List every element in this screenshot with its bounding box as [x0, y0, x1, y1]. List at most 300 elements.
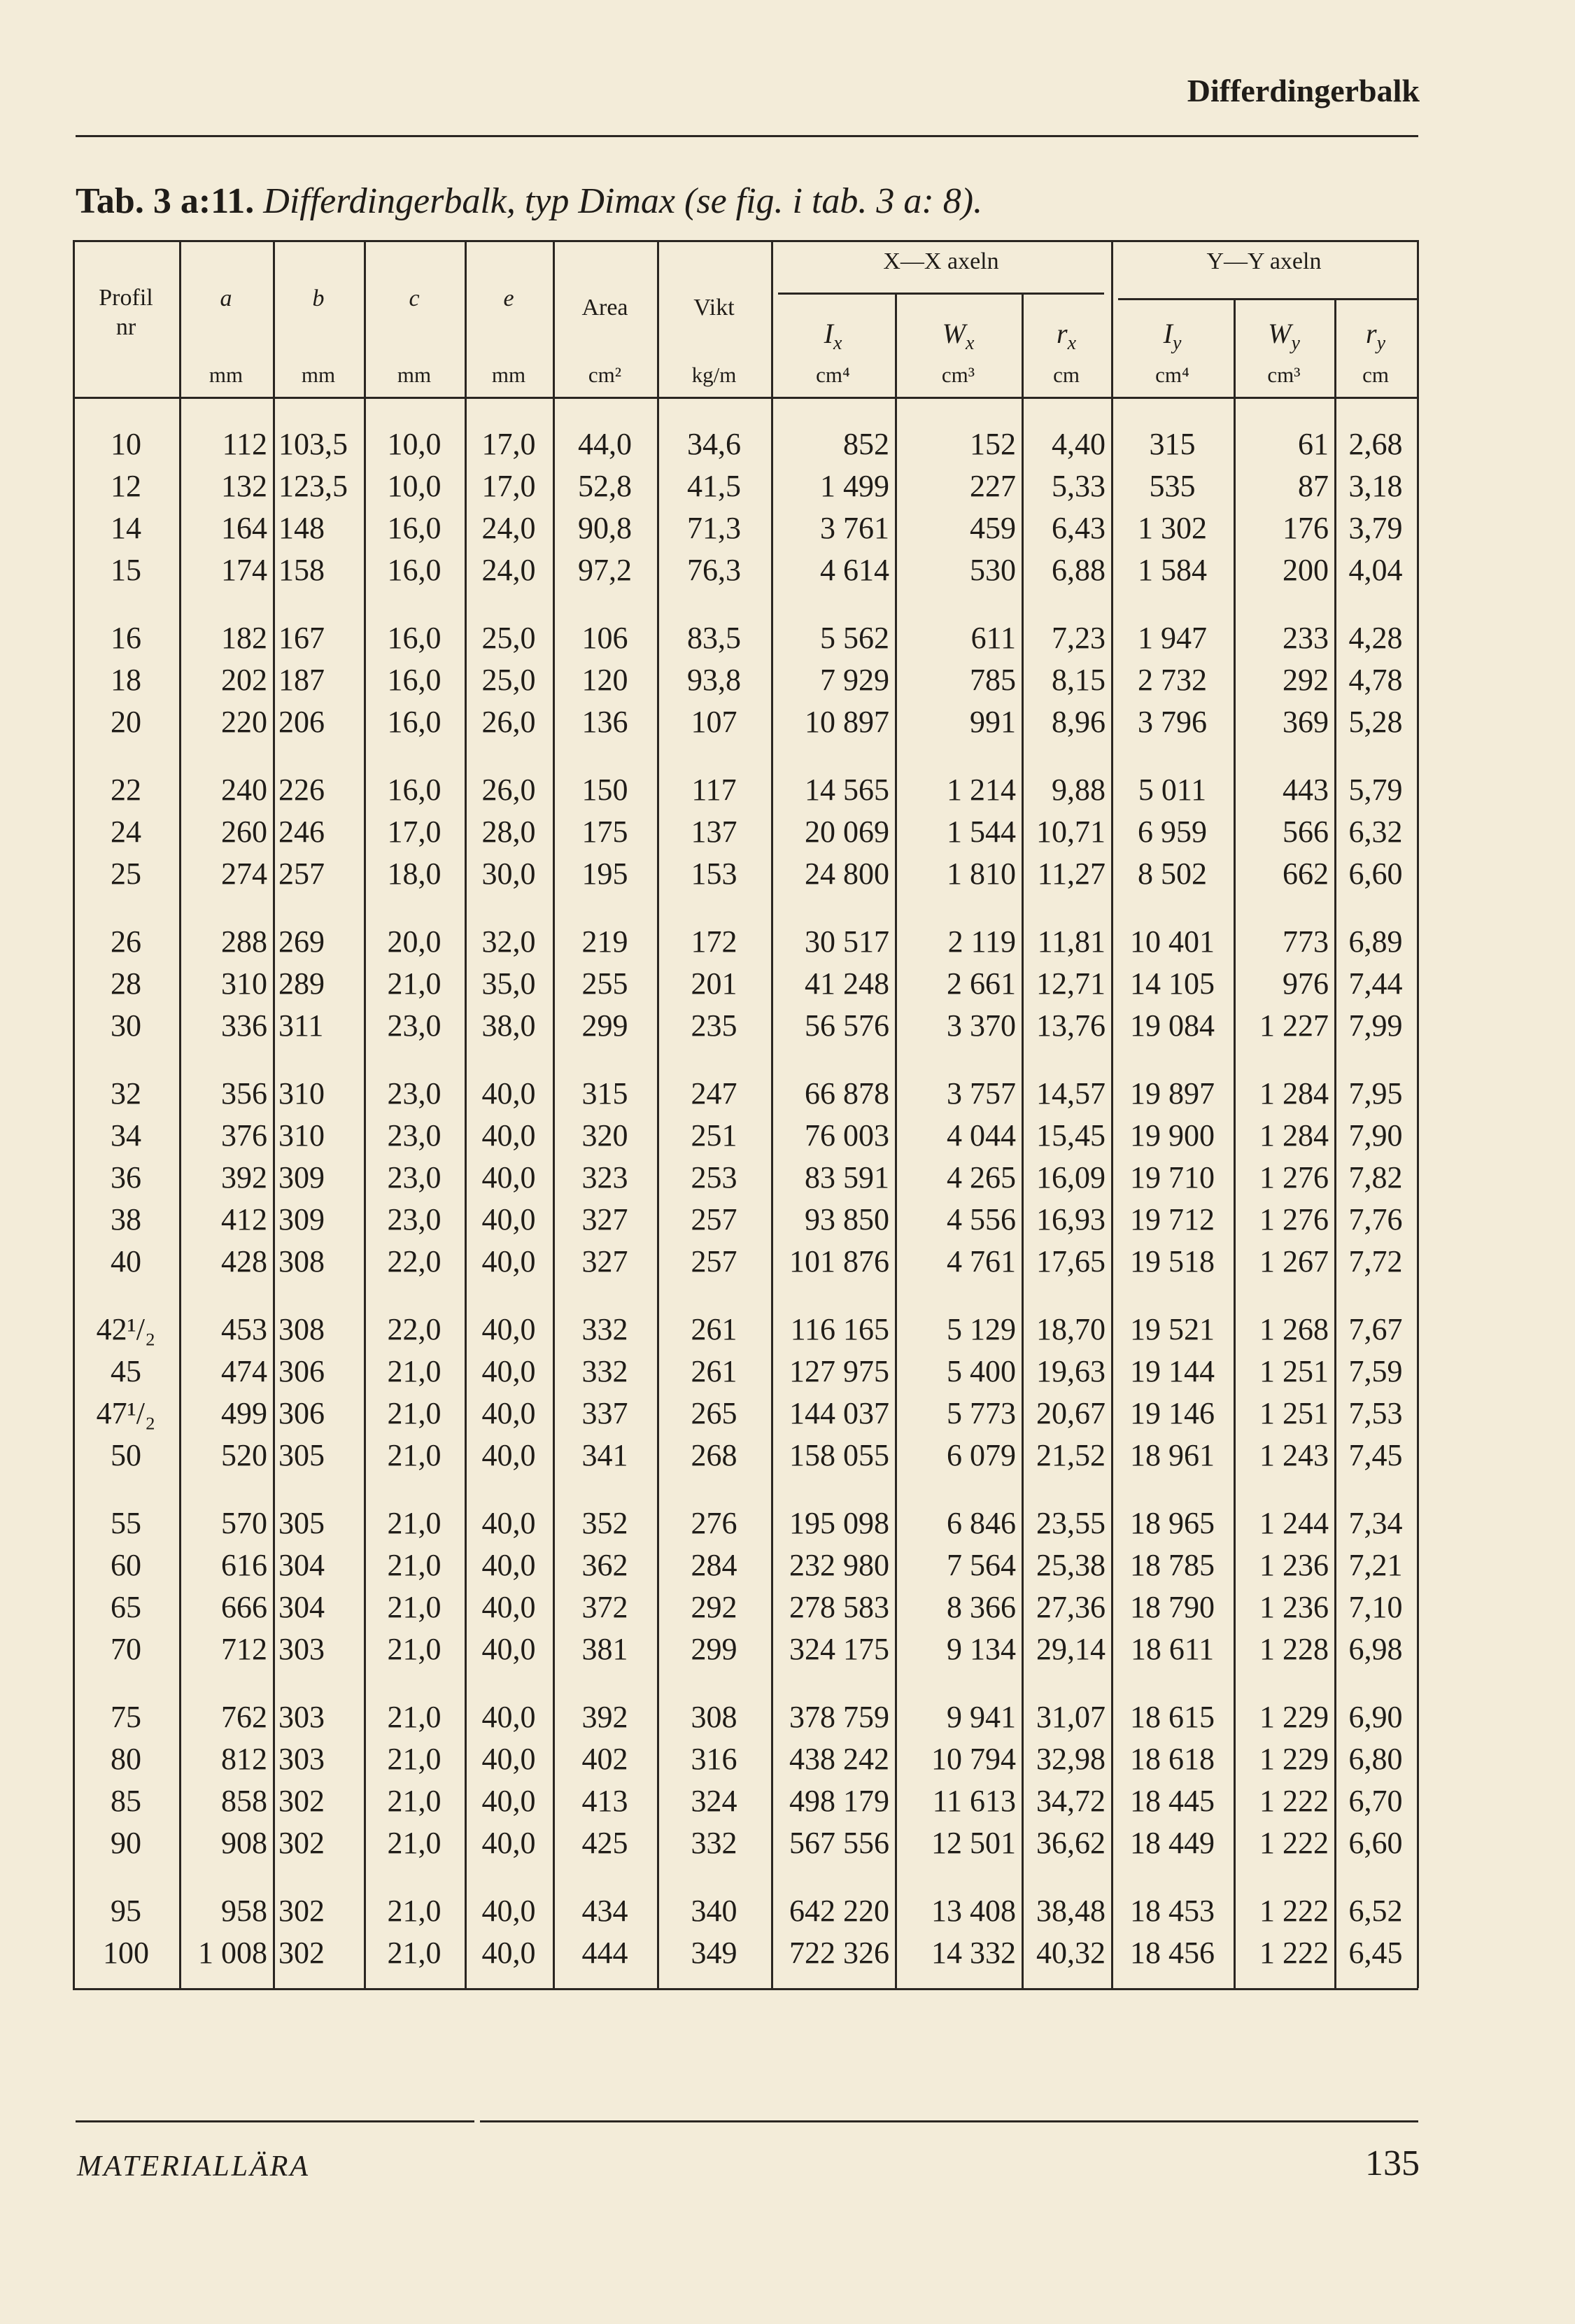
profile-number-cell: 70	[111, 1632, 141, 1666]
table-bottom-rule	[73, 1988, 1418, 1990]
table-cell: 6 846	[947, 1506, 1016, 1540]
table-cell: 6,60	[1348, 857, 1403, 891]
table-cell: 8,15	[1052, 663, 1106, 697]
table-cell: 235	[691, 1008, 737, 1043]
table-cell: 21,0	[387, 1590, 442, 1624]
table-cell: 5 562	[820, 621, 889, 655]
table-cell: 324	[691, 1784, 737, 1818]
table-cell: 5 773	[947, 1396, 1016, 1430]
table-cell: 40,0	[481, 1506, 536, 1540]
table-cell: 381	[581, 1632, 628, 1666]
table-cell: 1 251	[1259, 1354, 1329, 1388]
table-cell: 1 229	[1259, 1742, 1329, 1776]
profile-number-cell: 26	[111, 924, 141, 959]
column-unit: cm³	[1267, 362, 1301, 387]
table-cell: 40,0	[481, 1202, 536, 1237]
table-cell: 6,60	[1348, 1826, 1403, 1860]
table-cell: 858	[221, 1784, 267, 1818]
table-cell: 6,90	[1348, 1700, 1403, 1734]
table-cell: 1 222	[1259, 1784, 1329, 1818]
table-cell: 7 929	[820, 663, 889, 697]
table-cell: 153	[691, 857, 737, 891]
caption-label: Tab. 3 a:11.	[76, 181, 255, 221]
table-cell: 11,27	[1037, 857, 1106, 891]
table-cell: 567 556	[789, 1826, 889, 1860]
table-cell: 21,0	[387, 1784, 442, 1818]
table-cell: 1 544	[947, 815, 1016, 849]
column-unit: cm³	[941, 362, 975, 387]
table-cell: 570	[221, 1506, 267, 1540]
table-cell: 40,0	[481, 1784, 536, 1818]
table-cell: 498 179	[789, 1784, 889, 1818]
table-cell: 1 228	[1259, 1632, 1329, 1666]
table-cell: 1 244	[1259, 1506, 1329, 1540]
table-cell: 1 222	[1259, 1826, 1329, 1860]
table-cell: 66 878	[805, 1076, 889, 1111]
table-cell: 19 897	[1130, 1076, 1215, 1111]
table-cell: 5 011	[1138, 773, 1207, 807]
profile-number-cell: 38	[111, 1202, 141, 1237]
table-cell: 284	[691, 1548, 737, 1582]
table-cell: 40,0	[481, 1160, 536, 1195]
table-cell: 302	[278, 1826, 325, 1860]
table-cell: 13,76	[1036, 1008, 1106, 1043]
table-cell: 1 222	[1259, 1936, 1329, 1970]
table-cell: 305	[278, 1438, 325, 1472]
table-cell: 28,0	[481, 815, 536, 849]
table-cell: 21,0	[387, 1936, 442, 1970]
table-cell: 991	[970, 705, 1016, 739]
table-cell: 16,93	[1036, 1202, 1106, 1237]
column-unit: cm²	[588, 362, 622, 387]
table-cell: 958	[221, 1894, 267, 1928]
table-cell: 1 267	[1259, 1244, 1329, 1279]
column-unit: mm	[301, 362, 336, 387]
table-cell: 21,52	[1036, 1438, 1106, 1472]
table-cell: 8,96	[1052, 705, 1106, 739]
table-cell: 304	[278, 1548, 325, 1582]
table-cell: 4 556	[947, 1202, 1016, 1237]
table-cell: 40,0	[481, 1244, 536, 1279]
table-cell: 7,10	[1348, 1590, 1403, 1624]
table-cell: 773	[1283, 924, 1329, 959]
column-header: $I_x$	[824, 318, 842, 354]
table-cell: 303	[278, 1700, 325, 1734]
table-cell: 44,0	[578, 427, 632, 461]
profile-number-cell: 24	[111, 815, 141, 849]
profile-number-cell: 60	[111, 1548, 141, 1582]
profile-number-cell: 85	[111, 1784, 141, 1818]
table-cell: 310	[278, 1076, 325, 1111]
table-cell: 255	[581, 966, 628, 1001]
table-cell: 1 276	[1259, 1202, 1329, 1237]
table-cell: 712	[221, 1632, 267, 1666]
table-cell: 320	[581, 1118, 628, 1153]
profile-number-cell: 40	[111, 1244, 141, 1279]
table-cell: 459	[970, 511, 1016, 545]
column-rule	[73, 240, 75, 1988]
table-cell: 172	[691, 924, 737, 959]
table-cell: 392	[221, 1160, 267, 1195]
table-cell: 40,0	[481, 1826, 536, 1860]
table-cell: 327	[581, 1244, 628, 1279]
table-cell: 11 613	[932, 1784, 1016, 1818]
table-cell: 220	[221, 705, 267, 739]
column-header: $r_x$	[1056, 318, 1076, 354]
table-cell: 18 618	[1130, 1742, 1215, 1776]
table-cell: 257	[691, 1244, 737, 1279]
table-cell: 303	[278, 1632, 325, 1666]
table-cell: 40,0	[481, 1700, 536, 1734]
table-cell: 1 243	[1259, 1438, 1329, 1472]
table-cell: 453	[221, 1312, 267, 1346]
table-cell: 276	[691, 1506, 737, 1540]
table-cell: 251	[691, 1118, 737, 1153]
table-caption	[76, 181, 982, 222]
table-cell: 257	[691, 1202, 737, 1237]
table-cell: 253	[691, 1160, 737, 1195]
column-unit: cm⁴	[1155, 362, 1189, 387]
table-cell: 257	[278, 857, 325, 891]
table-cell: 34,72	[1036, 1784, 1106, 1818]
table-cell: 23,55	[1036, 1506, 1106, 1540]
table-cell: 10,0	[387, 469, 442, 503]
table-cell: 362	[581, 1548, 628, 1582]
yy-axis-header: Y—Y axeln	[1206, 248, 1322, 274]
table-cell: 5 129	[947, 1312, 1016, 1346]
table-cell: 6,80	[1348, 1742, 1403, 1776]
table-cell: 18 445	[1130, 1784, 1215, 1818]
table-cell: 10,71	[1036, 815, 1106, 849]
table-cell: 8 502	[1138, 857, 1207, 891]
table-cell: 176	[1283, 511, 1329, 545]
table-cell: 616	[221, 1548, 267, 1582]
xx-axis-header: X—X axeln	[883, 248, 999, 274]
table-cell: 16,09	[1036, 1160, 1106, 1195]
table-cell: 144 037	[789, 1396, 889, 1430]
table-cell: 150	[581, 773, 628, 807]
table-cell: 17,65	[1036, 1244, 1106, 1279]
column-header: e	[503, 286, 514, 311]
table-cell: 289	[278, 966, 325, 1001]
table-cell: 976	[1283, 966, 1329, 1001]
table-cell: 21,0	[387, 1894, 442, 1928]
table-cell: 40,0	[481, 1590, 536, 1624]
column-rule	[895, 293, 897, 1988]
table-cell: 40,0	[481, 1438, 536, 1472]
table-cell: 1 008	[198, 1936, 267, 1970]
table-cell: 148	[278, 511, 325, 545]
profile-number-cell: 55	[111, 1506, 141, 1540]
table-cell: 7,67	[1348, 1312, 1403, 1346]
table-cell: 7,44	[1348, 966, 1403, 1001]
table-cell: 7 564	[947, 1548, 1016, 1582]
table-cell: 24,0	[481, 511, 536, 545]
table-cell: 310	[221, 966, 267, 1001]
table-cell: 19 521	[1130, 1312, 1215, 1346]
column-unit: kg/m	[691, 362, 737, 387]
table-cell: 4,28	[1348, 621, 1403, 655]
profile-number-cell: 14	[111, 511, 141, 545]
profile-number-cell: 18	[111, 663, 141, 697]
column-unit: mm	[209, 362, 243, 387]
table-cell: 195	[581, 857, 628, 891]
table-cell: 101 876	[789, 1244, 889, 1279]
table-cell: 13 408	[931, 1894, 1016, 1928]
table-cell: 1 236	[1259, 1548, 1329, 1582]
table-cell: 14 332	[931, 1936, 1016, 1970]
table-cell: 268	[691, 1438, 737, 1472]
table-cell: 1 810	[947, 857, 1016, 891]
table-cell: 18,0	[387, 857, 442, 891]
table-cell: 40,0	[481, 1548, 536, 1582]
table-cell: 722 326	[789, 1936, 889, 1970]
table-cell: 6,32	[1348, 815, 1403, 849]
table-cell: 6,98	[1348, 1632, 1403, 1666]
table-cell: 18 965	[1130, 1506, 1215, 1540]
table-cell: 21,0	[387, 1548, 442, 1582]
table-cell: 158	[278, 553, 325, 587]
table-cell: 40,0	[481, 1076, 536, 1111]
table-cell: 288	[221, 924, 267, 959]
table-cell: 26,0	[481, 705, 536, 739]
table-cell: 40,0	[481, 1354, 536, 1388]
column-rule	[1111, 240, 1113, 1988]
table-cell: 324 175	[789, 1632, 889, 1666]
table-cell: 278 583	[789, 1590, 889, 1624]
table-cell: 306	[278, 1396, 325, 1430]
table-cell: 16,0	[387, 773, 442, 807]
table-cell: 16,0	[387, 511, 442, 545]
table-cell: 260	[221, 815, 267, 849]
table-cell: 227	[970, 469, 1016, 503]
profile-number-cell: 36	[111, 1160, 141, 1195]
profile-number-cell: 90	[111, 1826, 141, 1860]
table-cell: 23,0	[387, 1118, 442, 1153]
caption-title: Differdingerbalk, typ Dimax (se fig. i tab. 3 a: 8).	[263, 181, 983, 221]
table-cell: 10,0	[387, 427, 442, 461]
table-cell: 302	[278, 1936, 325, 1970]
table-cell: 3 761	[820, 511, 889, 545]
table-cell: 120	[581, 663, 628, 697]
table-cell: 76,3	[687, 553, 741, 587]
table-cell: 7,95	[1348, 1076, 1403, 1111]
column-rule	[1334, 298, 1336, 1988]
table-cell: 17,0	[481, 469, 536, 503]
table-cell: 611	[970, 621, 1016, 655]
table-cell: 6,45	[1348, 1936, 1403, 1970]
column-header: c	[409, 286, 420, 311]
table-cell: 1 222	[1259, 1894, 1329, 1928]
table-cell: 1 284	[1259, 1118, 1329, 1153]
table-cell: 261	[691, 1354, 737, 1388]
column-rule	[364, 240, 366, 1988]
table-cell: 392	[581, 1700, 628, 1734]
table-cell: 3 757	[947, 1076, 1016, 1111]
table-cell: 21,0	[387, 1438, 442, 1472]
table-cell: 40,0	[481, 1312, 536, 1346]
table-cell: 19,63	[1036, 1354, 1106, 1388]
table-cell: 302	[278, 1784, 325, 1818]
page-number: 135	[1365, 2143, 1420, 2183]
profile-number-cell: 65	[111, 1590, 141, 1624]
table-cell: 340	[691, 1894, 737, 1928]
table-cell: 4 761	[947, 1244, 1016, 1279]
table-cell: 269	[278, 924, 325, 959]
table-cell: 14 105	[1130, 966, 1215, 1001]
table-cell: 71,3	[687, 511, 741, 545]
table-cell: 9 941	[947, 1700, 1016, 1734]
table-cell: 1 284	[1259, 1076, 1329, 1111]
table-cell: 219	[581, 924, 628, 959]
table-cell: 292	[1283, 663, 1329, 697]
table-cell: 7,53	[1348, 1396, 1403, 1430]
table-cell: 136	[581, 705, 628, 739]
column-unit: cm	[1362, 362, 1389, 387]
profile-number-cell: 20	[111, 705, 141, 739]
table-cell: 20 069	[805, 815, 889, 849]
table-cell: 16,0	[387, 663, 442, 697]
profile-number-cell: 42¹/₂	[96, 1312, 156, 1346]
table-cell: 2 119	[947, 924, 1016, 959]
table-cell: 7,45	[1348, 1438, 1403, 1472]
table-cell: 369	[1283, 705, 1329, 739]
table-cell: 4 265	[947, 1160, 1016, 1195]
table-cell: 305	[278, 1506, 325, 1540]
table-cell: 349	[691, 1936, 737, 1970]
profile-number-cell: 34	[111, 1118, 141, 1153]
table-cell: 27,36	[1036, 1590, 1106, 1624]
table-cell: 332	[581, 1312, 628, 1346]
column-header: $r_y$	[1365, 318, 1385, 354]
table-cell: 332	[581, 1354, 628, 1388]
table-cell: 18 453	[1130, 1894, 1215, 1928]
table-cell: 1 214	[947, 773, 1016, 807]
profile-number-cell: 16	[111, 621, 141, 655]
table-cell: 21,0	[387, 1700, 442, 1734]
table-cell: 52,8	[578, 469, 632, 503]
table-cell: 19 518	[1130, 1244, 1215, 1279]
table-cell: 332	[691, 1826, 737, 1860]
table-cell: 35,0	[481, 966, 536, 1001]
table-cell: 265	[691, 1396, 737, 1430]
table-cell: 158 055	[789, 1438, 889, 1472]
table-cell: 9 134	[947, 1632, 1016, 1666]
table-cell: 274	[221, 857, 267, 891]
table-cell: 6 959	[1138, 815, 1207, 849]
table-cell: 378 759	[789, 1700, 889, 1734]
table-cell: 666	[221, 1590, 267, 1624]
table-cell: 21,0	[387, 966, 442, 1001]
table-cell: 23,0	[387, 1202, 442, 1237]
table-cell: 812	[221, 1742, 267, 1776]
table-cell: 19 710	[1130, 1160, 1215, 1195]
table-cell: 1 236	[1259, 1590, 1329, 1624]
table-cell: 2 732	[1138, 663, 1207, 697]
table-cell: 520	[221, 1438, 267, 1472]
table-cell: 40,0	[481, 1742, 536, 1776]
table-cell: 535	[1149, 469, 1196, 503]
table-cell: 18 785	[1130, 1548, 1215, 1582]
table-cell: 316	[691, 1742, 737, 1776]
table-cell: 299	[691, 1632, 737, 1666]
table-cell: 304	[278, 1590, 325, 1624]
table-cell: 18 615	[1130, 1700, 1215, 1734]
table-cell: 182	[221, 621, 267, 655]
table-cell: 499	[221, 1396, 267, 1430]
table-cell: 34,6	[687, 427, 741, 461]
column-unit: cm⁴	[816, 362, 850, 387]
table-cell: 292	[691, 1590, 737, 1624]
table-cell: 3 796	[1138, 705, 1207, 739]
table-cell: 76 003	[805, 1118, 889, 1153]
table-cell: 14,57	[1036, 1076, 1106, 1111]
table-cell: 21,0	[387, 1354, 442, 1388]
table-cell: 195 098	[789, 1506, 889, 1540]
column-rule	[179, 240, 181, 1988]
table-cell: 23,0	[387, 1076, 442, 1111]
table-cell: 232 980	[789, 1548, 889, 1582]
table-cell: 308	[278, 1312, 325, 1346]
table-cell: 19 712	[1130, 1202, 1215, 1237]
table-cell: 444	[581, 1936, 628, 1970]
table-cell: 323	[581, 1160, 628, 1195]
table-cell: 1 302	[1138, 511, 1207, 545]
table-cell: 123,5	[278, 469, 348, 503]
table-cell: 17,0	[387, 815, 442, 849]
table-cell: 187	[278, 663, 325, 697]
table-cell: 41 248	[805, 966, 889, 1001]
table-cell: 530	[970, 553, 1016, 587]
table-cell: 19 900	[1130, 1118, 1215, 1153]
column-rule	[657, 240, 659, 1988]
table-cell: 7,23	[1052, 621, 1106, 655]
table-cell: 7,21	[1348, 1548, 1403, 1582]
table-cell: 6,43	[1052, 511, 1106, 545]
table-cell: 413	[581, 1784, 628, 1818]
table-cell: 309	[278, 1202, 325, 1237]
table-cell: 200	[1283, 553, 1329, 587]
table-cell: 103,5	[278, 427, 348, 461]
table-cell: 164	[221, 511, 267, 545]
table-cell: 18 456	[1130, 1936, 1215, 1970]
table-cell: 337	[581, 1396, 628, 1430]
table-cell: 309	[278, 1160, 325, 1195]
table-cell: 32,0	[481, 924, 536, 959]
table-cell: 38,48	[1036, 1894, 1106, 1928]
table-cell: 2 661	[947, 966, 1016, 1001]
table-cell: 7,99	[1348, 1008, 1403, 1043]
table-cell: 315	[1149, 427, 1196, 461]
table-cell: 21,0	[387, 1396, 442, 1430]
profile-number-cell: 28	[111, 966, 141, 1001]
table-cell: 425	[581, 1826, 628, 1860]
table-cell: 12,71	[1036, 966, 1106, 1001]
table-cell: 16,0	[387, 705, 442, 739]
table-cell: 1 584	[1138, 553, 1207, 587]
table-cell: 19 144	[1130, 1354, 1215, 1388]
table-cell: 5,79	[1348, 773, 1403, 807]
column-unit: mm	[491, 362, 526, 387]
table-cell: 247	[691, 1076, 737, 1111]
table-cell: 116 165	[790, 1312, 889, 1346]
table-cell: 474	[221, 1354, 267, 1388]
table-cell: 16,0	[387, 553, 442, 587]
table-cell: 1 268	[1259, 1312, 1329, 1346]
column-unit: cm	[1053, 362, 1080, 387]
table-cell: 25,0	[481, 621, 536, 655]
table-cell: 17,0	[481, 427, 536, 461]
